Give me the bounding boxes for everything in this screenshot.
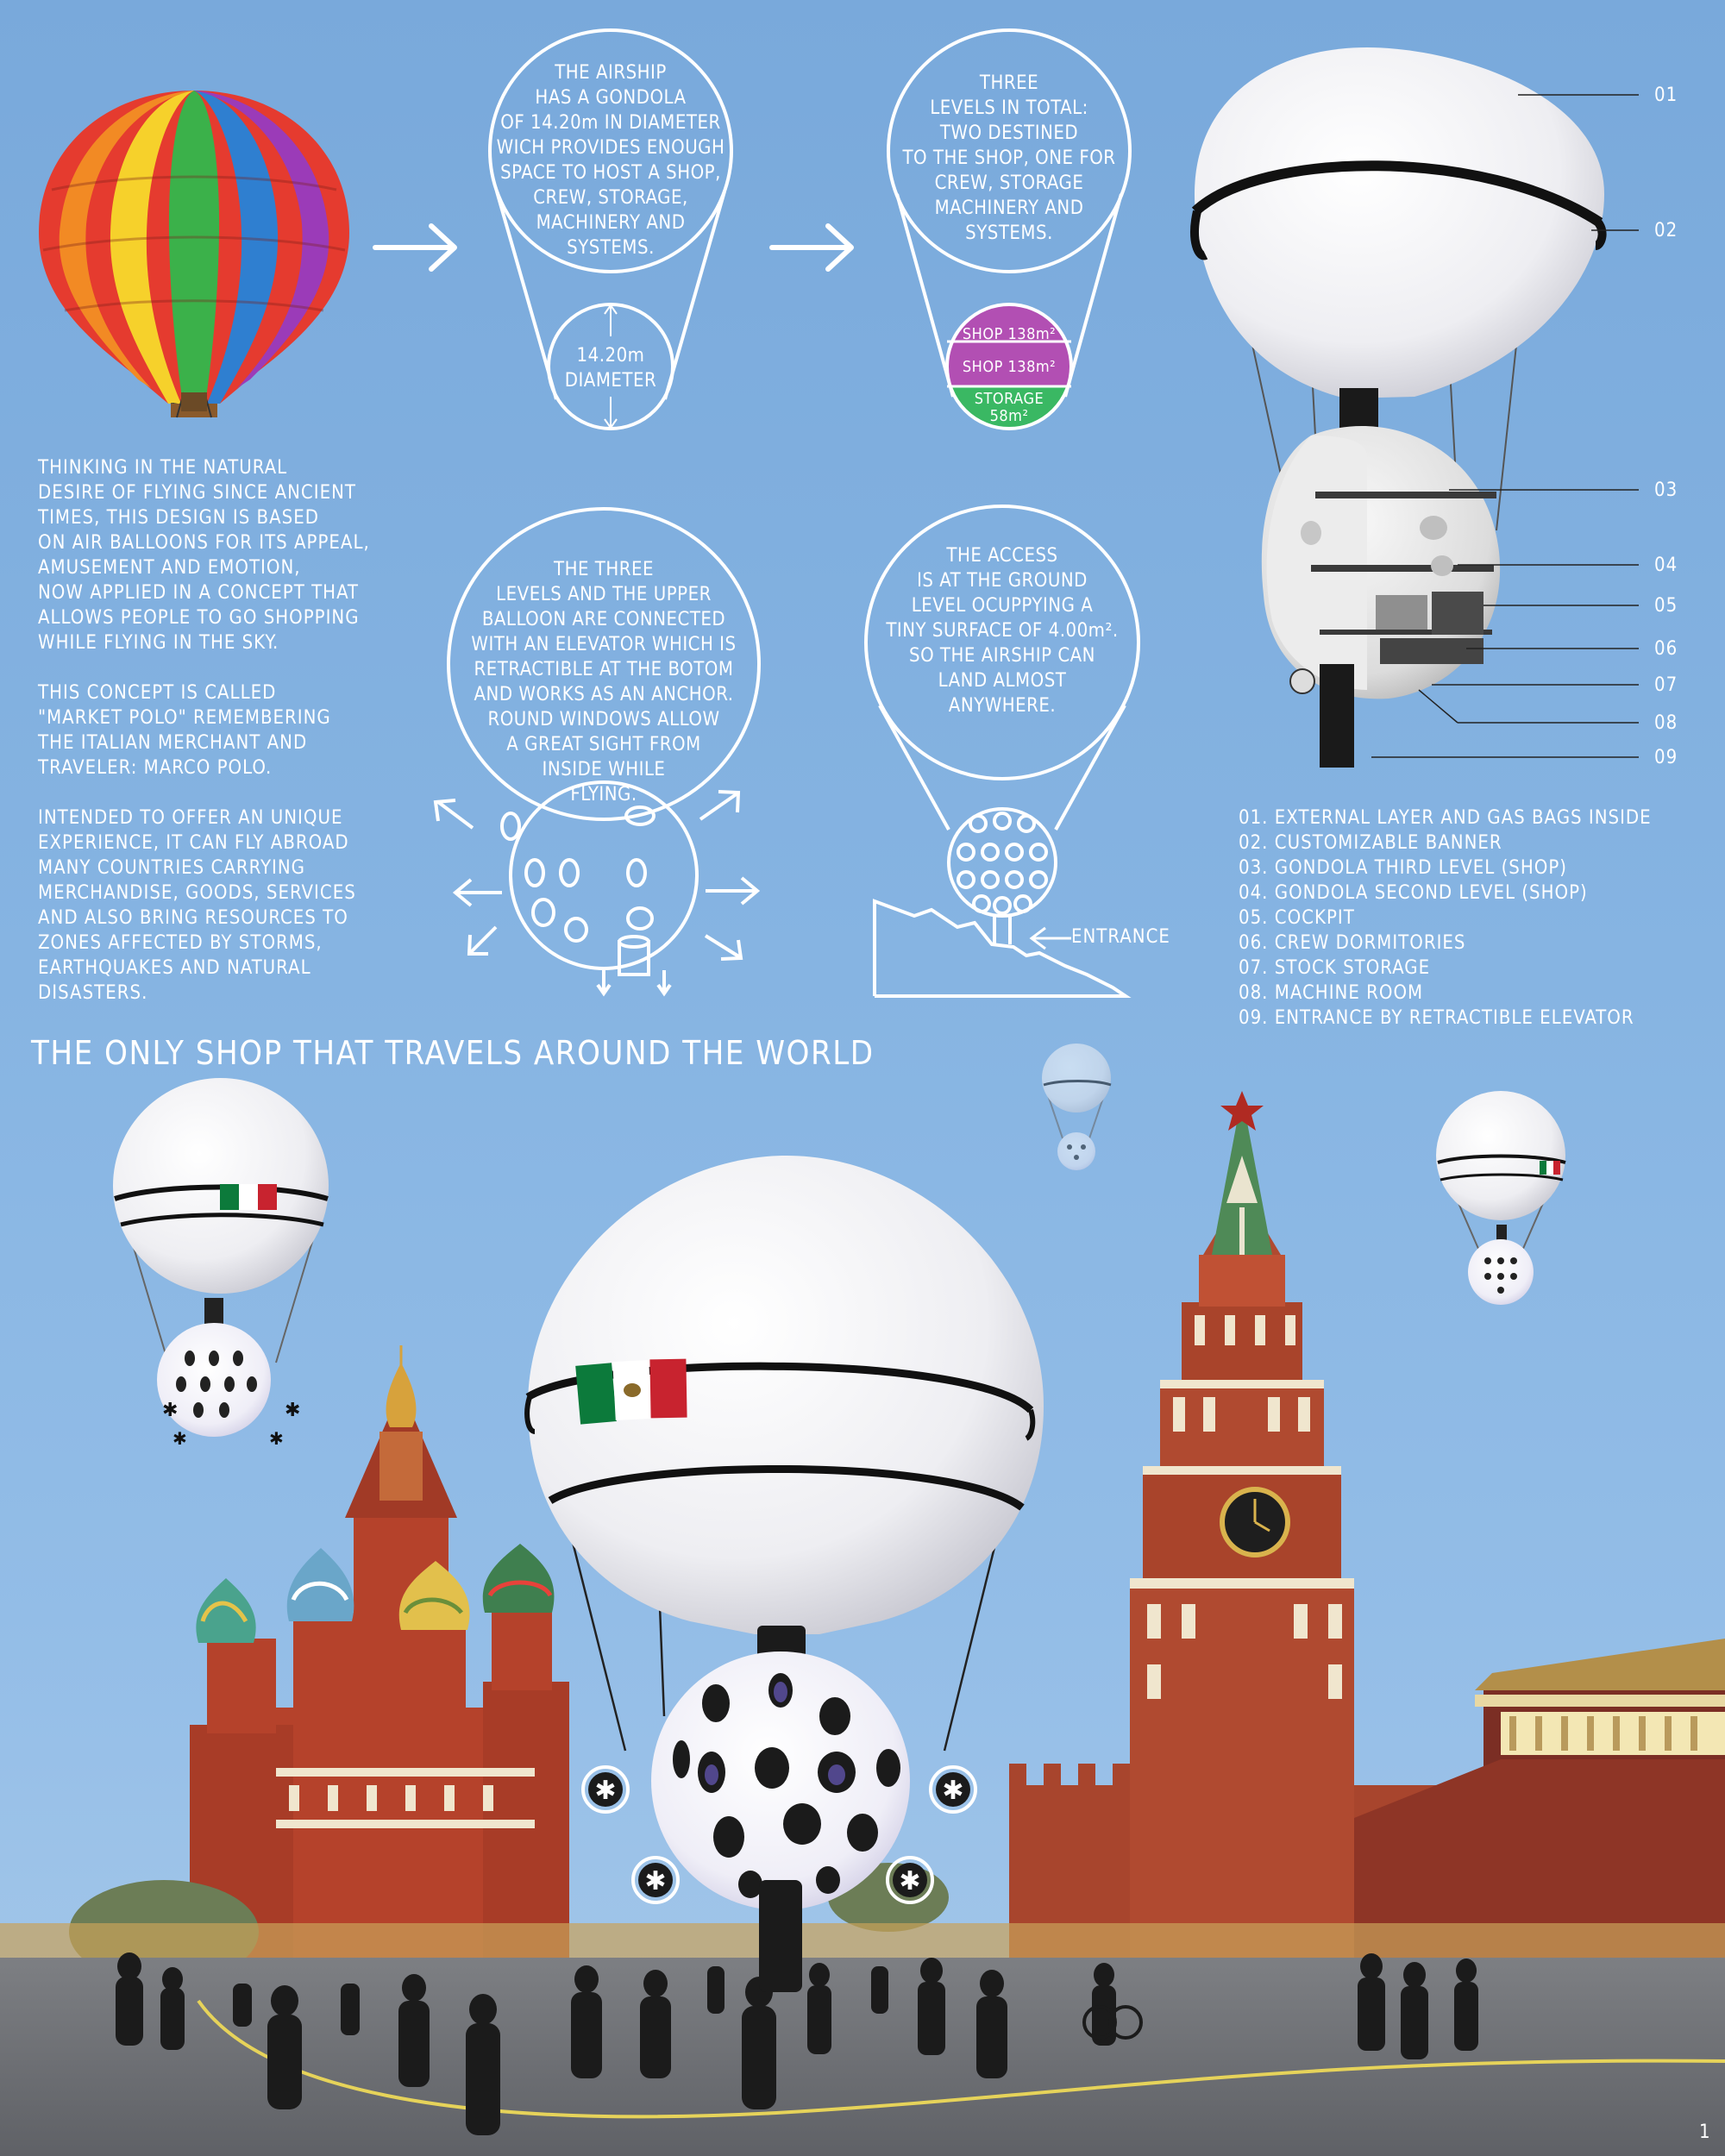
hot-air-balloon-illustration [39, 91, 349, 417]
svg-text:✱: ✱ [594, 1776, 617, 1806]
legend-item: 06. CREW DORMITORIES [1239, 932, 1466, 954]
legend-item: 01. EXTERNAL LAYER AND GAS BAGS INSIDE [1239, 807, 1652, 829]
intro-paragraph-3: INTENDED TO OFFER AN UNIQUE EXPERIENCE, IT CAN FLY ABROAD MANY COUNTRIES CARRYING MERCHANDISE, GOODS, SERVICES AND ALSO BRING RESOURCES TO ZONES AFFECTED BY STORMS, EARTHQUAKES AND NATURAL DISASTERS. [38, 807, 356, 1004]
airship-small-right [1436, 1091, 1565, 1305]
svg-text:✱: ✱ [172, 1428, 187, 1449]
red-square-scene [0, 1044, 1725, 2156]
airship-small-far [1042, 1044, 1111, 1170]
svg-text:✱: ✱ [285, 1400, 301, 1421]
callout-01: 01 [1654, 85, 1678, 106]
callout-07: 07 [1654, 674, 1678, 696]
legend-item: 05. COCKPIT [1239, 907, 1355, 929]
svg-text:✱: ✱ [942, 1776, 964, 1806]
airship-small-left [113, 1078, 329, 1449]
callout-08: 08 [1654, 712, 1678, 734]
diagram2-text: THREE LEVELS IN TOTAL: TWO DESTINED TO THE SHOP, ONE FOR CREW, STORAGE MACHINERY AND SYSTEMS. [902, 72, 1116, 244]
legend-item: 09. ENTRANCE BY RETRACTIBLE ELEVATOR [1239, 1007, 1634, 1029]
diagram4-text: THE ACCESS IS AT THE GROUND LEVEL OCUPPYING A TINY SURFACE OF 4.00m². SO THE AIRSHIP CAN LAND ALMOST ANYWHERE. [886, 545, 1119, 717]
svg-text:✱: ✱ [644, 1866, 667, 1896]
level-shop-middle-label: SHOP 138m² [962, 358, 1057, 376]
component-legend [1239, 805, 1722, 1031]
legend-item: 04. GONDOLA SECOND LEVEL (SHOP) [1239, 882, 1588, 904]
diagram1-text: THE AIRSHIP HAS A GONDOLA OF 14.20m IN DIAMETER WICH PROVIDES ENOUGH SPACE TO HOST A SHOP, CREW, STORAGE, MACHINERY AND SYSTEMS. [496, 62, 725, 259]
level-shop-top-label: SHOP 138m² [962, 325, 1057, 343]
spasskaya-tower [1130, 1091, 1354, 1966]
airship-section-render [1195, 47, 1604, 768]
callout-02: 02 [1654, 220, 1678, 241]
level-storage-label: STORAGE 58m² [974, 390, 1044, 425]
callout-09: 09 [1654, 747, 1678, 768]
diameter-value: 14.20m [576, 345, 645, 367]
legend-item: 02. CUSTOMIZABLE BANNER [1239, 832, 1502, 854]
svg-text:✱: ✱ [162, 1400, 179, 1421]
st-basils-cathedral [190, 1345, 569, 1966]
callout-04: 04 [1654, 555, 1678, 576]
airship-main [527, 1156, 1044, 1992]
diagram3-text: THE THREE LEVELS AND THE UPPER BALLOON ARE CONNECTED WITH AN ELEVATOR WHICH IS RETRACTIBLE AT THE BOTOM AND WORKS AS AN ANCHOR. ROUND WINDOWS ALLOW A GREAT SIGHT FROM INSIDE WHILE FLYING. [471, 559, 737, 805]
diameter-label: DIAMETER [564, 370, 657, 392]
callout-03: 03 [1654, 479, 1678, 501]
headline: THE ONLY SHOP THAT TRAVELS AROUND THE WORLD [31, 1034, 875, 1072]
callout-06: 06 [1654, 638, 1678, 660]
legend-item: 03. GONDOLA THIRD LEVEL (SHOP) [1239, 857, 1568, 879]
entrance-label: ENTRANCE [1071, 926, 1170, 948]
intro-paragraph-2: THIS CONCEPT IS CALLED "MARKET POLO" REMEMBERING THE ITALIAN MERCHANT AND TRAVELER: MARCO POLO. [38, 682, 331, 779]
legend-item: 07. STOCK STORAGE [1239, 957, 1431, 979]
flow-arrow-2 [772, 226, 851, 269]
callout-05: 05 [1654, 595, 1678, 617]
svg-text:✱: ✱ [269, 1428, 284, 1449]
svg-text:✱: ✱ [899, 1866, 921, 1896]
intro-paragraph-1: THINKING IN THE NATURAL DESIRE OF FLYING SINCE ANCIENT TIMES, THIS DESIGN IS BASED ON AIR BALLOONS FOR ITS APPEAL, AMUSEMENT AND EMOTION, NOW APPLIED IN A CONCEPT THAT ALLOWS PEOPLE TO GO SHOPPING WHILE FLYING IN THE SKY. [38, 457, 370, 654]
flow-arrow-1 [375, 226, 455, 269]
page-number: 1 [1699, 2122, 1711, 2143]
legend-item: 08. MACHINE ROOM [1239, 982, 1424, 1004]
